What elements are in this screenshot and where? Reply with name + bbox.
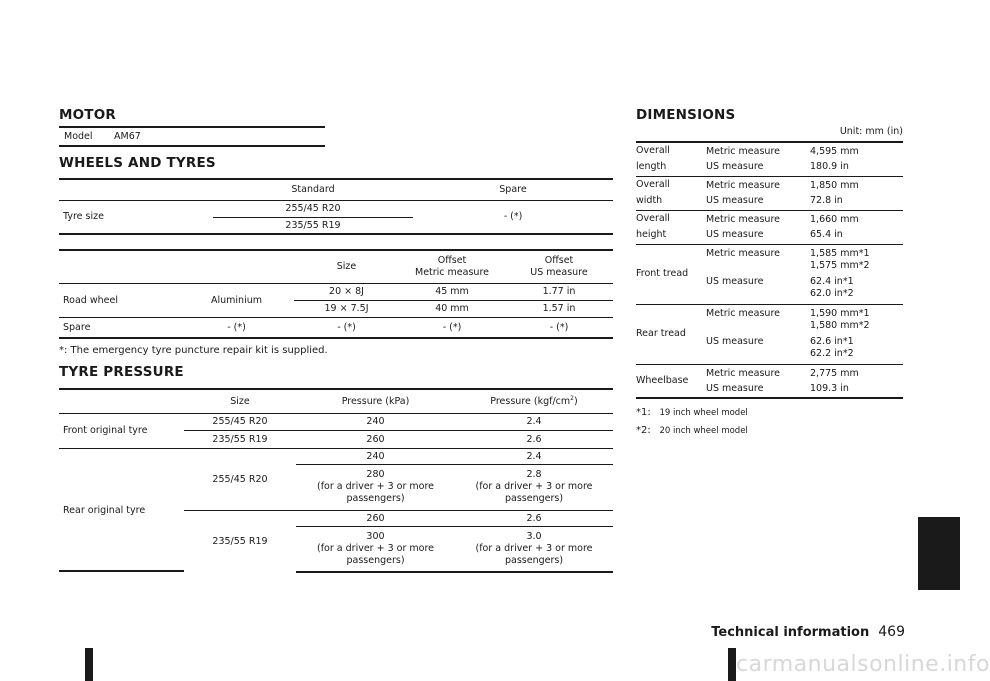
dimension-row xyxy=(636,304,903,334)
us-value xyxy=(810,159,903,176)
pressure-value: 280 xyxy=(366,469,385,480)
tyre-size-label: Tyre size xyxy=(59,200,213,234)
header-spare: Spare xyxy=(413,179,613,200)
metric-value-value: 4,595 mm xyxy=(810,146,859,157)
header-standard: Standard xyxy=(213,179,413,200)
load-note: (for a driver + 3 or more passengers) xyxy=(475,481,593,504)
dimension-row xyxy=(636,244,903,274)
rear-kgf-19: 2.6 xyxy=(455,510,613,526)
dimension-row xyxy=(636,176,903,193)
metric-value-value: 1,585 mm*1 xyxy=(810,247,870,259)
rear-kpa-20-loaded xyxy=(296,464,455,510)
header-wheel-size: Size xyxy=(294,250,399,283)
front-kgf-19: 2.6 xyxy=(455,430,613,448)
front-size-20: 255/45 R20 xyxy=(184,413,296,430)
header-offset-us xyxy=(505,250,613,283)
pressure-value: 300 xyxy=(366,530,385,542)
wheel-size-19: 19 × 7.5J xyxy=(294,300,399,317)
rear-kgf-19-loaded xyxy=(455,526,613,572)
dimension-label-line: Wheelbase xyxy=(636,374,689,386)
metric-value-2: 1,580 mm*2 xyxy=(810,319,870,331)
dimensions-footnote-1 xyxy=(636,407,748,418)
kgf-label: Pressure (kgf/cm xyxy=(490,395,571,407)
us-measure-label xyxy=(706,193,810,210)
wheel-offset-metric-20: 45 mm xyxy=(399,283,505,300)
us-measure-label-value: US measure xyxy=(706,229,764,240)
metric-measure-label-value: Metric measure xyxy=(706,179,780,191)
us-measure-label-value: US measure xyxy=(706,336,764,347)
road-wheel-table xyxy=(59,249,613,339)
us-value-2: 62.0 in*2 xyxy=(810,288,854,299)
pressure-header-size: Size xyxy=(184,389,296,413)
kgf-close: ) xyxy=(573,395,578,407)
metric-value-value: 2,775 mm xyxy=(810,367,859,379)
tyre-size-table xyxy=(59,178,613,236)
metric-measure-label-value: Metric measure xyxy=(706,146,780,157)
us-value-value: 62.6 in*1 xyxy=(810,336,854,347)
dimension-label xyxy=(636,244,706,304)
pressure-value: 3.0 xyxy=(526,530,542,542)
spare-wheel-label: Spare xyxy=(59,317,179,338)
front-size-19: 235/55 R19 xyxy=(184,430,296,448)
metric-measure-label-value: Metric measure xyxy=(706,247,780,259)
us-measure-label-value: US measure xyxy=(706,276,764,287)
rear-size-19: 235/55 R19 xyxy=(184,510,296,572)
motor-bottom-rule xyxy=(59,145,325,147)
dimension-label xyxy=(636,142,706,176)
footer xyxy=(690,624,905,640)
spare-tyre-size: - (*) xyxy=(413,200,613,234)
load-note: (for a driver + 3 or more passengers) xyxy=(475,542,593,566)
us-measure-label-value: US measure xyxy=(706,195,764,206)
footer-section-title: Technical information xyxy=(711,625,870,640)
metric-measure-label xyxy=(706,364,810,381)
metric-measure-label xyxy=(706,244,810,274)
rear-tyre-label: Rear original tyre xyxy=(59,448,184,572)
chapter-tab-marker xyxy=(918,517,960,590)
us-value-value: 109.3 in xyxy=(810,383,849,394)
dimension-label-line: length xyxy=(636,161,667,173)
dimension-label xyxy=(636,304,706,364)
us-measure-label xyxy=(706,334,810,364)
dimension-row xyxy=(636,364,903,381)
dimension-label-line: Rear tread xyxy=(636,328,686,339)
dimension-label-line: Front tread xyxy=(636,268,689,279)
us-value-2: 62.2 in*2 xyxy=(810,348,854,359)
us-value xyxy=(810,274,903,304)
wheel-offset-metric-19: 40 mm xyxy=(399,300,505,317)
metric-measure-label xyxy=(706,210,810,227)
dimensions-footnote-2 xyxy=(636,425,748,436)
spare-wheel-us: - (*) xyxy=(505,317,613,338)
front-kpa-20: 240 xyxy=(296,413,455,430)
load-note: (for a driver + 3 or more passengers) xyxy=(317,542,434,566)
kgf-superscript: 2 xyxy=(570,394,574,402)
tyre-size-20: 255/45 R20 xyxy=(213,200,413,217)
metric-value-value: 1,660 mm xyxy=(810,213,859,225)
dimension-label-line: width xyxy=(636,195,663,206)
pressure-value: 2.8 xyxy=(526,469,542,480)
dimensions-unit: Unit: mm (in) xyxy=(839,126,903,137)
crop-mark-left xyxy=(85,648,93,681)
wheels-title: WHEELS AND TYRES xyxy=(59,155,216,171)
metric-value xyxy=(810,304,903,334)
us-value xyxy=(810,227,903,244)
dimension-row xyxy=(636,210,903,227)
watermark: carmanualsonline.info xyxy=(736,652,990,677)
us-value-value: 180.9 in xyxy=(810,161,849,172)
us-value-value: 72.8 in xyxy=(810,195,843,206)
dimension-label xyxy=(636,364,706,398)
front-kpa-19: 260 xyxy=(296,430,455,448)
wheel-offset-us-19: 1.57 in xyxy=(505,300,613,317)
front-tyre-label: Front original tyre xyxy=(59,413,184,448)
metric-measure-label-value: Metric measure xyxy=(706,213,780,225)
metric-measure-label-value: Metric measure xyxy=(706,307,780,319)
metric-measure-label-value: Metric measure xyxy=(706,367,780,379)
puncture-kit-note: *: The emergency tyre puncture repair kit is supplied. xyxy=(59,345,328,356)
motor-model-value: AM67 xyxy=(114,131,141,142)
us-measure-label xyxy=(706,159,810,176)
metric-value xyxy=(810,142,903,159)
dimension-label-line: Overall xyxy=(636,213,670,224)
pressure-header-kgf xyxy=(455,389,613,413)
us-measure-label-value: US measure xyxy=(706,161,764,172)
us-measure-label xyxy=(706,227,810,244)
page-number: 469 xyxy=(878,624,905,640)
us-value-value: 62.4 in*1 xyxy=(810,276,854,287)
us-value xyxy=(810,381,903,398)
metric-measure-label xyxy=(706,176,810,193)
us-measure-label: US measure xyxy=(530,266,588,278)
metric-value xyxy=(810,364,903,381)
tyre-size-19: 235/55 R19 xyxy=(213,217,413,234)
dimension-label-line: height xyxy=(636,229,667,240)
us-value-value: 65.4 in xyxy=(810,229,843,240)
metric-value-value: 1,850 mm xyxy=(810,179,859,191)
us-measure-label xyxy=(706,381,810,398)
tyre-pressure-table xyxy=(59,388,613,573)
metric-value xyxy=(810,210,903,227)
rear-kgf-20: 2.4 xyxy=(455,448,613,464)
us-value xyxy=(810,193,903,210)
load-note: (for a driver + 3 or more passengers) xyxy=(317,481,434,504)
metric-value xyxy=(810,244,903,274)
metric-measure-label: Metric measure xyxy=(415,266,489,278)
dimension-label xyxy=(636,210,706,244)
spare-wheel-material: - (*) xyxy=(179,317,294,338)
metric-measure-label xyxy=(706,142,810,159)
dimension-label xyxy=(636,176,706,210)
dimensions-table xyxy=(636,141,903,399)
rear-size-20: 255/45 R20 xyxy=(184,448,296,510)
footnote-text: 19 inch wheel model xyxy=(659,408,748,418)
offset-label: Offset xyxy=(544,254,574,266)
metric-value xyxy=(810,176,903,193)
road-wheel-label: Road wheel xyxy=(59,283,179,317)
wheel-size-20: 20 × 8J xyxy=(294,283,399,300)
footnote-mark: *1: xyxy=(636,407,651,418)
us-measure-label xyxy=(706,274,810,304)
front-kgf-20: 2.4 xyxy=(455,413,613,430)
us-measure-label-value: US measure xyxy=(706,383,764,394)
pressure-table-bottom-rule xyxy=(59,570,184,572)
wheel-material: Aluminium xyxy=(179,283,294,317)
rear-kgf-20-loaded xyxy=(455,464,613,510)
footnote-mark: *2: xyxy=(636,425,651,436)
tyre-pressure-title: TYRE PRESSURE xyxy=(59,364,184,380)
rear-kpa-20: 240 xyxy=(296,448,455,464)
header-offset-metric xyxy=(399,250,505,283)
offset-label: Offset xyxy=(437,254,467,266)
motor-top-rule xyxy=(59,126,325,128)
dimension-label-line: Overall xyxy=(636,145,670,157)
metric-measure-label xyxy=(706,304,810,334)
crop-mark-right xyxy=(728,648,736,681)
metric-value-value: 1,590 mm*1 xyxy=(810,307,870,319)
pressure-header-kpa: Pressure (kPa) xyxy=(296,389,455,413)
dimensions-title: DIMENSIONS xyxy=(636,107,736,123)
spare-wheel-size: - (*) xyxy=(294,317,399,338)
rear-kpa-19-loaded xyxy=(296,526,455,572)
wheel-offset-us-20: 1.77 in xyxy=(505,283,613,300)
dimension-row xyxy=(636,142,903,159)
motor-title: MOTOR xyxy=(59,107,116,123)
us-value xyxy=(810,334,903,364)
dimension-label-line: Overall xyxy=(636,179,670,190)
footnote-text: 20 inch wheel model xyxy=(659,426,748,436)
motor-model-label: Model xyxy=(64,131,93,142)
rear-kpa-19: 260 xyxy=(296,510,455,526)
metric-value-2: 1,575 mm*2 xyxy=(810,259,870,271)
spare-wheel-metric: - (*) xyxy=(399,317,505,338)
